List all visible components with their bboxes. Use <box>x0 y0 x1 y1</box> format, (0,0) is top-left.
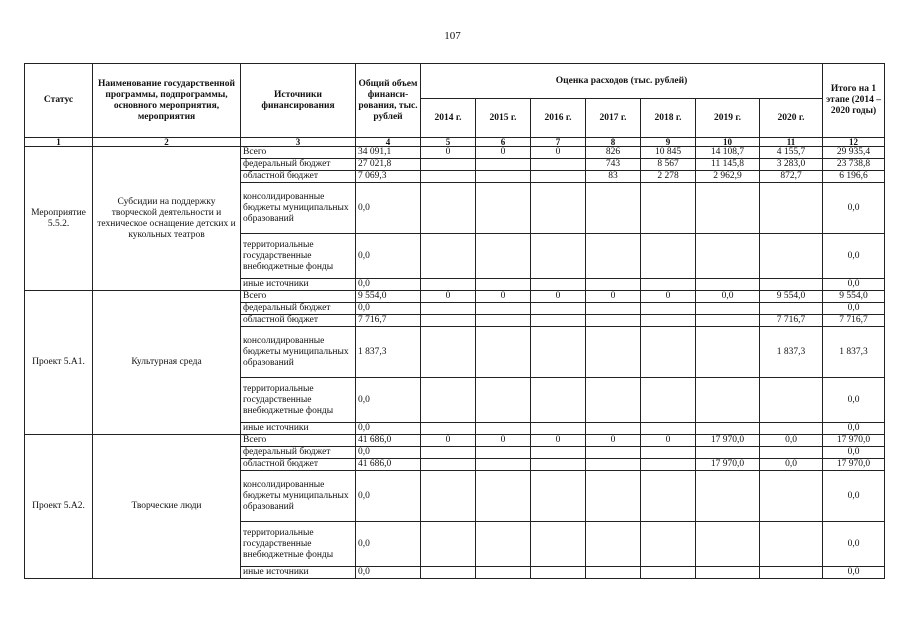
year-value-cell <box>760 471 823 522</box>
header-year: 2017 г. <box>586 99 641 138</box>
funding-source-cell: Всего <box>241 435 356 447</box>
year-value-cell <box>476 303 531 315</box>
header-year: 2015 г. <box>476 99 531 138</box>
year-value-cell <box>421 471 476 522</box>
year-value-cell <box>760 303 823 315</box>
funding-source-cell: консолидированные бюджеты муниципальных образований <box>241 471 356 522</box>
year-value-cell <box>641 279 696 291</box>
year-value-cell: 0 <box>531 291 586 303</box>
year-value-cell <box>696 315 760 327</box>
year-value-cell: 0 <box>586 291 641 303</box>
total-volume-cell: 0,0 <box>356 471 421 522</box>
year-value-cell <box>586 471 641 522</box>
column-number: 7 <box>531 138 586 147</box>
year-value-cell: 0 <box>476 147 531 159</box>
year-value-cell <box>531 315 586 327</box>
stage-total-cell: 0,0 <box>823 423 885 435</box>
year-value-cell <box>531 447 586 459</box>
stage-total-cell: 0,0 <box>823 279 885 291</box>
year-value-cell <box>760 183 823 234</box>
stage-total-cell: 0,0 <box>823 303 885 315</box>
funding-source-cell: областной бюджет <box>241 459 356 471</box>
header-year: 2018 г. <box>641 99 696 138</box>
stage-total-cell: 0,0 <box>823 378 885 423</box>
total-volume-cell: 34 091,1 <box>356 147 421 159</box>
status-cell: Проект 5.А1. <box>25 291 93 435</box>
stage-total-cell: 17 970,0 <box>823 459 885 471</box>
funding-source-cell: иные источники <box>241 567 356 579</box>
year-value-cell <box>586 327 641 378</box>
stage-total-cell: 29 935,4 <box>823 147 885 159</box>
year-value-cell <box>641 327 696 378</box>
year-value-cell <box>531 159 586 171</box>
year-value-cell <box>421 183 476 234</box>
year-value-cell <box>476 567 531 579</box>
total-volume-cell: 0,0 <box>356 423 421 435</box>
header-year: 2019 г. <box>696 99 760 138</box>
year-value-cell <box>421 171 476 183</box>
stage-total-cell: 0,0 <box>823 234 885 279</box>
program-name-cell: Субсидии на поддержку творческой деятельности и техническое оснащение детских и кукольных театров <box>93 147 241 291</box>
year-value-cell <box>760 378 823 423</box>
year-value-cell: 7 716,7 <box>760 315 823 327</box>
year-value-cell <box>641 567 696 579</box>
year-value-cell: 0,0 <box>760 435 823 447</box>
year-value-cell <box>531 327 586 378</box>
year-value-cell: 0 <box>641 291 696 303</box>
column-number: 3 <box>241 138 356 147</box>
status-cell: Мероприятие 5.5.2. <box>25 147 93 291</box>
year-value-cell: 0,0 <box>696 291 760 303</box>
year-value-cell <box>476 522 531 567</box>
total-volume-cell: 1 837,3 <box>356 327 421 378</box>
year-value-cell: 3 283,0 <box>760 159 823 171</box>
funding-source-cell: федеральный бюджет <box>241 447 356 459</box>
year-value-cell <box>586 183 641 234</box>
year-value-cell <box>696 303 760 315</box>
stage-total-cell: 1 837,3 <box>823 327 885 378</box>
year-value-cell: 872,7 <box>760 171 823 183</box>
total-volume-cell: 0,0 <box>356 447 421 459</box>
column-number: 2 <box>93 138 241 147</box>
year-value-cell <box>696 423 760 435</box>
year-value-cell <box>476 447 531 459</box>
year-value-cell <box>531 471 586 522</box>
year-value-cell: 11 145,8 <box>696 159 760 171</box>
year-value-cell <box>641 378 696 423</box>
total-volume-cell: 41 686,0 <box>356 435 421 447</box>
year-value-cell: 0 <box>531 147 586 159</box>
column-number: 6 <box>476 138 531 147</box>
year-value-cell: 9 554,0 <box>760 291 823 303</box>
funding-source-cell: федеральный бюджет <box>241 159 356 171</box>
year-value-cell <box>586 315 641 327</box>
funding-source-cell: иные источники <box>241 279 356 291</box>
year-value-cell <box>421 423 476 435</box>
year-value-cell <box>421 447 476 459</box>
year-value-cell <box>760 279 823 291</box>
stage-total-cell: 0,0 <box>823 183 885 234</box>
year-value-cell <box>421 279 476 291</box>
header-program-name: Наименование государственной программы, подпрограммы, основного мероприятия, мероприятия <box>93 64 241 138</box>
column-number: 1 <box>25 138 93 147</box>
year-value-cell <box>421 567 476 579</box>
stage-total-cell: 17 970,0 <box>823 435 885 447</box>
year-value-cell <box>476 279 531 291</box>
stage-total-cell: 6 196,6 <box>823 171 885 183</box>
year-value-cell <box>421 459 476 471</box>
column-number: 8 <box>586 138 641 147</box>
year-value-cell <box>531 378 586 423</box>
funding-source-cell: Всего <box>241 291 356 303</box>
year-value-cell <box>531 522 586 567</box>
header-status: Статус <box>25 64 93 138</box>
year-value-cell <box>641 234 696 279</box>
year-value-cell: 0 <box>531 435 586 447</box>
year-value-cell: 83 <box>586 171 641 183</box>
year-value-cell <box>641 183 696 234</box>
year-value-cell: 8 567 <box>641 159 696 171</box>
header-funding-source: Источники финансирования <box>241 64 356 138</box>
year-value-cell <box>421 303 476 315</box>
header-year: 2014 г. <box>421 99 476 138</box>
status-cell: Проект 5.А2. <box>25 435 93 579</box>
year-value-cell <box>476 471 531 522</box>
year-value-cell <box>476 327 531 378</box>
year-value-cell <box>760 423 823 435</box>
year-value-cell <box>696 447 760 459</box>
year-value-cell <box>696 183 760 234</box>
funding-source-cell: областной бюджет <box>241 315 356 327</box>
budget-table <box>24 63 885 579</box>
year-value-cell <box>531 234 586 279</box>
year-value-cell: 17 970,0 <box>696 459 760 471</box>
total-volume-cell: 0,0 <box>356 234 421 279</box>
year-value-cell <box>586 279 641 291</box>
year-value-cell <box>641 471 696 522</box>
year-value-cell: 0 <box>421 147 476 159</box>
stage-total-cell: 0,0 <box>823 567 885 579</box>
year-value-cell <box>696 522 760 567</box>
year-value-cell <box>476 183 531 234</box>
year-value-cell <box>421 327 476 378</box>
year-value-cell <box>531 183 586 234</box>
funding-source-cell: областной бюджет <box>241 171 356 183</box>
table-row <box>25 291 885 303</box>
header-year: 2016 г. <box>531 99 586 138</box>
year-value-cell <box>696 471 760 522</box>
year-value-cell <box>641 303 696 315</box>
column-number: 4 <box>356 138 421 147</box>
year-value-cell <box>476 378 531 423</box>
year-value-cell <box>421 234 476 279</box>
header-year: 2020 г. <box>760 99 823 138</box>
total-volume-cell: 0,0 <box>356 567 421 579</box>
year-value-cell: 0 <box>476 435 531 447</box>
year-value-cell: 1 837,3 <box>760 327 823 378</box>
column-number: 12 <box>823 138 885 147</box>
year-value-cell: 0,0 <box>760 459 823 471</box>
total-volume-cell: 0,0 <box>356 183 421 234</box>
year-value-cell <box>421 522 476 567</box>
total-volume-cell: 0,0 <box>356 279 421 291</box>
year-value-cell <box>476 159 531 171</box>
funding-source-cell: федеральный бюджет <box>241 303 356 315</box>
stage-total-cell: 0,0 <box>823 471 885 522</box>
year-value-cell <box>760 447 823 459</box>
total-volume-cell: 41 686,0 <box>356 459 421 471</box>
year-value-cell <box>760 522 823 567</box>
column-number: 10 <box>696 138 760 147</box>
year-value-cell <box>421 378 476 423</box>
year-value-cell <box>760 567 823 579</box>
year-value-cell <box>531 567 586 579</box>
column-number: 11 <box>760 138 823 147</box>
total-volume-cell: 27 021,8 <box>356 159 421 171</box>
table-body <box>25 147 885 579</box>
year-value-cell: 17 970,0 <box>696 435 760 447</box>
year-value-cell <box>586 522 641 567</box>
table-row <box>25 147 885 159</box>
stage-total-cell: 0,0 <box>823 447 885 459</box>
year-value-cell <box>696 327 760 378</box>
year-value-cell: 826 <box>586 147 641 159</box>
year-value-cell: 14 108,7 <box>696 147 760 159</box>
year-value-cell <box>531 459 586 471</box>
total-volume-cell: 7 069,3 <box>356 171 421 183</box>
year-value-cell <box>696 234 760 279</box>
year-value-cell: 2 278 <box>641 171 696 183</box>
stage-total-cell: 7 716,7 <box>823 315 885 327</box>
year-value-cell: 0 <box>586 435 641 447</box>
year-value-cell <box>641 447 696 459</box>
stage-total-cell: 0,0 <box>823 522 885 567</box>
funding-source-cell: Всего <box>241 147 356 159</box>
total-volume-cell: 0,0 <box>356 522 421 567</box>
year-value-cell <box>586 378 641 423</box>
header-expense-estimate: Оценка расходов (тыс. рублей) <box>421 64 823 99</box>
page-number: 107 <box>444 30 461 42</box>
year-value-cell <box>760 234 823 279</box>
year-value-cell <box>696 378 760 423</box>
total-volume-cell: 0,0 <box>356 303 421 315</box>
stage-total-cell: 23 738,8 <box>823 159 885 171</box>
funding-source-cell: консолидированные бюджеты муниципальных образований <box>241 183 356 234</box>
year-value-cell <box>641 459 696 471</box>
table-row <box>25 435 885 447</box>
year-value-cell <box>586 303 641 315</box>
year-value-cell <box>531 279 586 291</box>
year-value-cell <box>476 171 531 183</box>
year-value-cell <box>696 279 760 291</box>
year-value-cell <box>421 315 476 327</box>
year-value-cell <box>476 315 531 327</box>
program-name-cell: Творческие люди <box>93 435 241 579</box>
year-value-cell: 0 <box>421 435 476 447</box>
year-value-cell: 0 <box>421 291 476 303</box>
header-total-volume: Общий объем финанси-рования, тыс. рублей <box>356 64 421 138</box>
year-value-cell <box>586 567 641 579</box>
year-value-cell <box>586 234 641 279</box>
year-value-cell <box>531 423 586 435</box>
year-value-cell <box>531 303 586 315</box>
total-volume-cell: 0,0 <box>356 378 421 423</box>
year-value-cell <box>476 423 531 435</box>
year-value-cell <box>641 522 696 567</box>
year-value-cell: 10 845 <box>641 147 696 159</box>
year-value-cell <box>586 459 641 471</box>
year-value-cell <box>531 171 586 183</box>
header-stage-total: Итого на 1 этапе (2014 – 2020 годы) <box>823 64 885 138</box>
year-value-cell <box>476 459 531 471</box>
total-volume-cell: 7 716,7 <box>356 315 421 327</box>
funding-source-cell: территориальные государственные внебюджетные фонды <box>241 378 356 423</box>
year-value-cell <box>696 567 760 579</box>
column-number: 5 <box>421 138 476 147</box>
total-volume-cell: 9 554,0 <box>356 291 421 303</box>
year-value-cell: 743 <box>586 159 641 171</box>
column-number: 9 <box>641 138 696 147</box>
year-value-cell <box>586 447 641 459</box>
funding-source-cell: иные источники <box>241 423 356 435</box>
table-header <box>25 64 885 147</box>
year-value-cell: 0 <box>641 435 696 447</box>
funding-source-cell: территориальные государственные внебюджетные фонды <box>241 522 356 567</box>
year-value-cell: 4 155,7 <box>760 147 823 159</box>
year-value-cell: 0 <box>476 291 531 303</box>
year-value-cell <box>641 423 696 435</box>
funding-source-cell: территориальные государственные внебюджетные фонды <box>241 234 356 279</box>
year-value-cell <box>421 159 476 171</box>
year-value-cell <box>476 234 531 279</box>
year-value-cell <box>586 423 641 435</box>
program-name-cell: Культурная среда <box>93 291 241 435</box>
year-value-cell <box>641 315 696 327</box>
year-value-cell: 2 962,9 <box>696 171 760 183</box>
funding-source-cell: консолидированные бюджеты муниципальных образований <box>241 327 356 378</box>
stage-total-cell: 9 554,0 <box>823 291 885 303</box>
